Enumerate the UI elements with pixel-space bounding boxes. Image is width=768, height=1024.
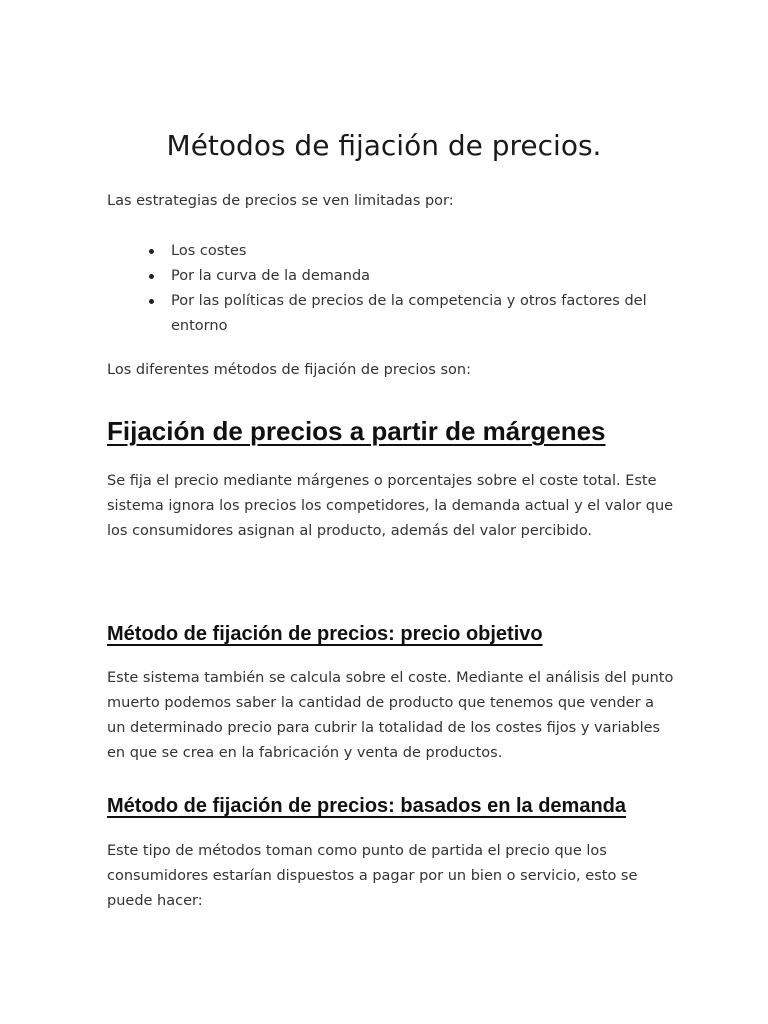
section-heading-demand: Método de fijación de precios: basados en la demanda — [107, 795, 627, 817]
page-title: Métodos de fijación de precios. — [166, 129, 602, 162]
section-body-target-price: Este sistema también se calcula sobre el coste. Mediante el análisis del punto muerto podemos saber la cantidad de producto que tenemos que vender a un determinado precio para cubrir la totalidad de los costes fijos y variables en que se crea en la fabricación y venta de productos. — [107, 670, 674, 761]
limitations-list — [107, 239, 667, 339]
intro-paragraph: Las estrategias de precios se ven limitadas por: — [107, 193, 454, 209]
methods-intro-paragraph: Los diferentes métodos de fijación de precios son: — [107, 362, 471, 378]
section-heading-target-price: Método de fijación de precios: precio objetivo — [107, 623, 543, 645]
list-item: Por la curva de la demanda — [171, 264, 667, 289]
section-body-demand: Este tipo de métodos toman como punto de partida el precio que los consumidores estarían dispuestos a pagar por un bien o servicio, esto se puede hacer: — [107, 843, 638, 909]
list-item: Por las políticas de precios de la competencia y otros factores del entorno — [171, 289, 667, 339]
list-item: Los costes — [171, 239, 667, 264]
section-heading-margins: Fijación de precios a partir de márgenes — [107, 416, 606, 446]
section-body-margins: Se fija el precio mediante márgenes o porcentajes sobre el coste total. Este sistema ignora los precios los competidores, la demanda actual y el valor que los consumidores asignan al producto, además del valor percibido. — [107, 473, 674, 539]
